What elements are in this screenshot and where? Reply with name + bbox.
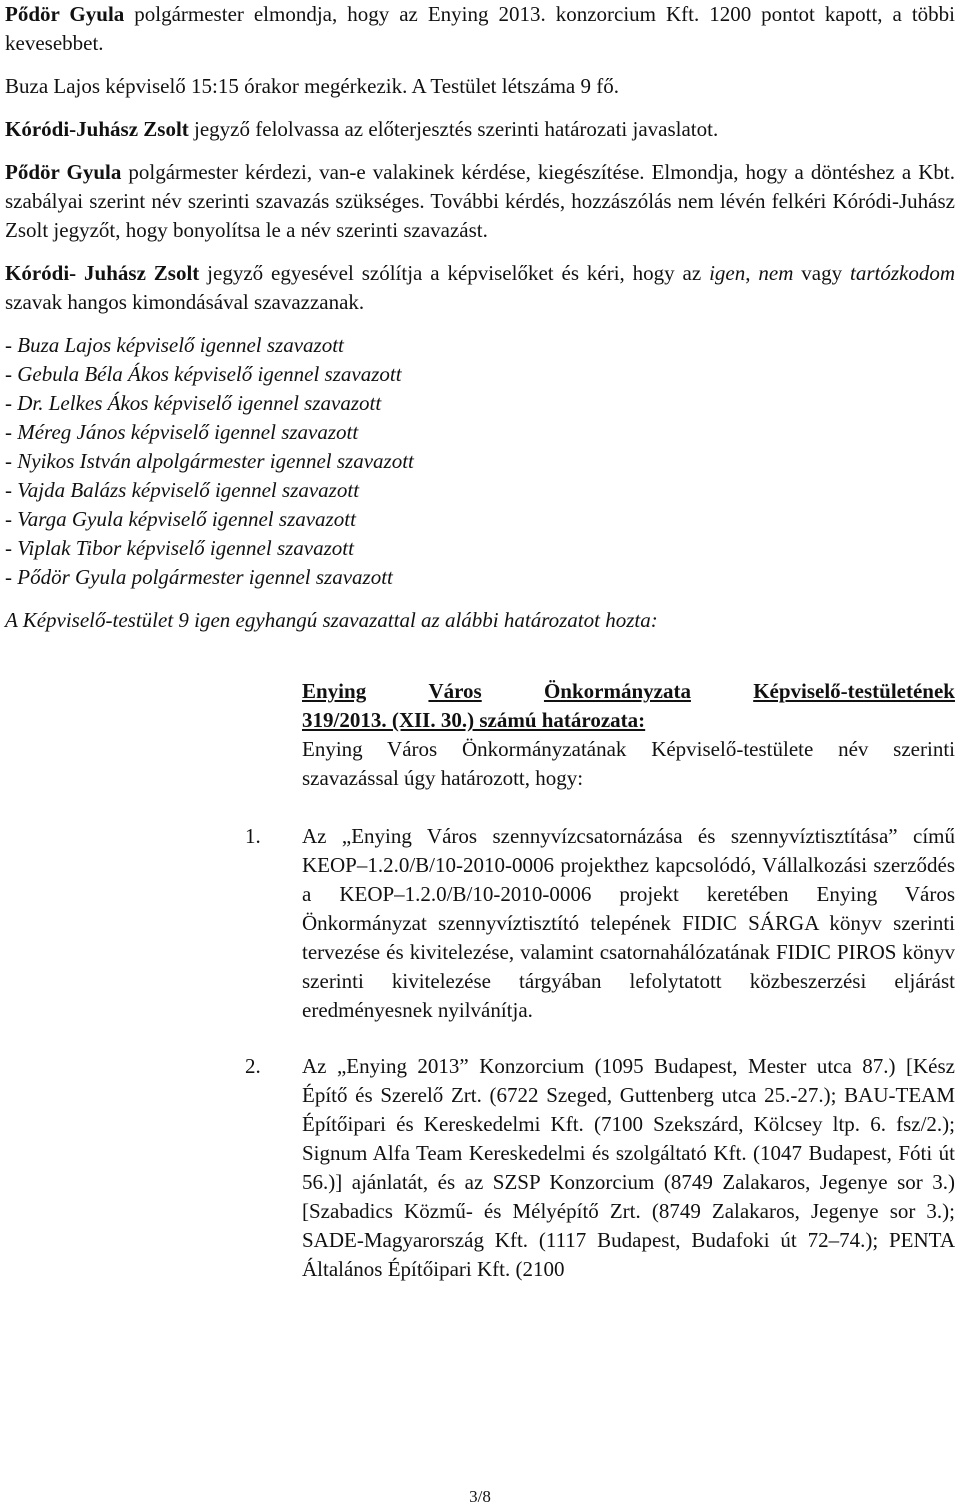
speaker-name: Pődör Gyula bbox=[5, 2, 125, 26]
item-text: Az „Enying 2013” Konzorcium (1095 Budapest, Mester utca 87.) [Kész Építő és Szerelő Zrt. (6722 Szeged, Guttenberg utca 25.-27.); BAU-TEAM Építőipari és Kereskedelmi Kft. (7100 Szekszárd, Kölcsey ltp. 6. fsz/2.); Signum Alfa Team Kereskedelmi és szolgáltató Kft. (1047 Budapest, Fóti út 56.)] ajánlatát, és az SZSP Konzorcium (8749 Zalakaros, Jegenye sor 3.) [Szabadics Közmű- és Mélyépítő Zrt. (8749 Zalakaros, Jegenye sor 3.); SADE-Magyarország Kft. (1117 Budapest, Budafoki út 72–74.); PENTA Általános Építőipari Kft. (2100 bbox=[302, 1054, 955, 1281]
paragraph-mayor-asks bbox=[5, 158, 955, 245]
term-no: nem bbox=[758, 261, 794, 285]
paragraph-text: polgármester kérdezi, van-e valakinek kérdése, kiegészítése. Elmondja, hogy a döntéshez a Kbt. szabályai szerint név szerinti szavazás szükséges. További kérdés, hozzászólás nem lévén felkéri Kóródi-Juhász Zsolt jegyzőt, hogy bonyolítsa le a név szerinti szavazást. bbox=[5, 160, 956, 242]
paragraph-text: szavak hangos kimondásával szavazzanak. bbox=[5, 290, 365, 314]
resolution-title bbox=[302, 677, 955, 735]
vote-item: - Buza Lajos képviselő igennel szavazott bbox=[5, 333, 344, 357]
speaker-name: Kóródi- Juhász Zsolt bbox=[5, 261, 200, 285]
paragraph-text: jegyző egyesével szólítja a képviselőket és kéri, hogy az bbox=[199, 261, 710, 285]
paragraph-roll-call bbox=[5, 259, 955, 317]
paragraph-text: polgármester elmondja, hogy az Enying 2013. konzorcium Kft. 1200 pontot kapott, a többi kevesebbet. bbox=[5, 2, 955, 55]
resolution-item bbox=[245, 822, 955, 1025]
item-number: 1. bbox=[245, 824, 261, 848]
term-yes: igen bbox=[709, 261, 746, 285]
resolution-title-line bbox=[302, 677, 955, 706]
paragraph-arrival bbox=[5, 72, 955, 101]
resolution-item bbox=[245, 1052, 955, 1284]
paragraph-text: Buza Lajos képviselő 15:15 órakor megérkezik. A Testület létszáma 9 fő. bbox=[5, 74, 619, 98]
vote-item: - Méreg János képviselő igennel szavazott bbox=[5, 420, 359, 444]
paragraph-text: jegyző felolvassa az előterjesztés szerinti határozati javaslatot. bbox=[188, 117, 719, 141]
speaker-name: Kóródi-Juhász Zsolt bbox=[5, 117, 189, 141]
vote-list bbox=[5, 331, 955, 592]
document-page bbox=[5, 0, 955, 1284]
vote-result-text: A Képviselő-testület 9 igen egyhangú szavazattal az alábbi határozatot hozta: bbox=[5, 608, 658, 632]
vote-item: - Viplak Tibor képviselő igennel szavazott bbox=[5, 536, 354, 560]
resolution-number: 319/2013. (XII. 30.) számú határozata: bbox=[302, 708, 646, 732]
paragraph-notary-reads bbox=[5, 115, 955, 144]
item-number: 2. bbox=[245, 1054, 261, 1078]
resolution-intro: Enying Város Önkormányzatának Képviselő-testülete név szerinti szavazással úgy határozott, hogy: bbox=[302, 737, 955, 790]
vote-item: - Gebula Béla Ákos képviselő igennel szavazott bbox=[5, 362, 402, 386]
paragraph-text: vagy bbox=[793, 261, 850, 285]
vote-item: - Vajda Balázs képviselő igennel szavazott bbox=[5, 478, 360, 502]
term-abstain: tartózkodom bbox=[850, 261, 955, 285]
resolution-items bbox=[5, 822, 955, 1284]
vote-item: - Pődör Gyula polgármester igennel szavazott bbox=[5, 565, 393, 589]
vote-result bbox=[5, 606, 955, 635]
title-word: Enying bbox=[302, 679, 367, 703]
vote-item: - Nyikos István alpolgármester igennel szavazott bbox=[5, 449, 414, 473]
title-word: Képviselő-testületének bbox=[753, 679, 955, 703]
paragraph-consortium-points bbox=[5, 0, 955, 58]
page-number: 3/8 bbox=[469, 1487, 491, 1506]
vote-item: - Dr. Lelkes Ákos képviselő igennel szavazott bbox=[5, 391, 382, 415]
separator: , bbox=[745, 261, 759, 285]
title-word: Város bbox=[428, 679, 482, 703]
resolution-block bbox=[302, 677, 955, 793]
speaker-name: Pődör Gyula bbox=[5, 160, 122, 184]
item-text: Az „Enying Város szennyvízcsatornázása és szennyvíztisztítása” című KEOP–1.2.0/B/10-2010-0006 projekthez kapcsolódó, Vállalkozási szerződés a KEOP–1.2.0/B/10-2010-0006 projekt keretében Enying Város Önkormányzat szennyvíztisztító telepének FIDIC SÁRGA könyv szerinti tervezése és kivitelezése, valamint csatornahálózatának FIDIC PIROS könyv szerinti kivitelezése tárgyában lefolytatott közbeszerzési eljárást eredményesnek nyilvánítja. bbox=[302, 824, 955, 1022]
title-word: Önkormányzata bbox=[543, 679, 691, 703]
vote-item: - Varga Gyula képviselő igennel szavazott bbox=[5, 507, 356, 531]
